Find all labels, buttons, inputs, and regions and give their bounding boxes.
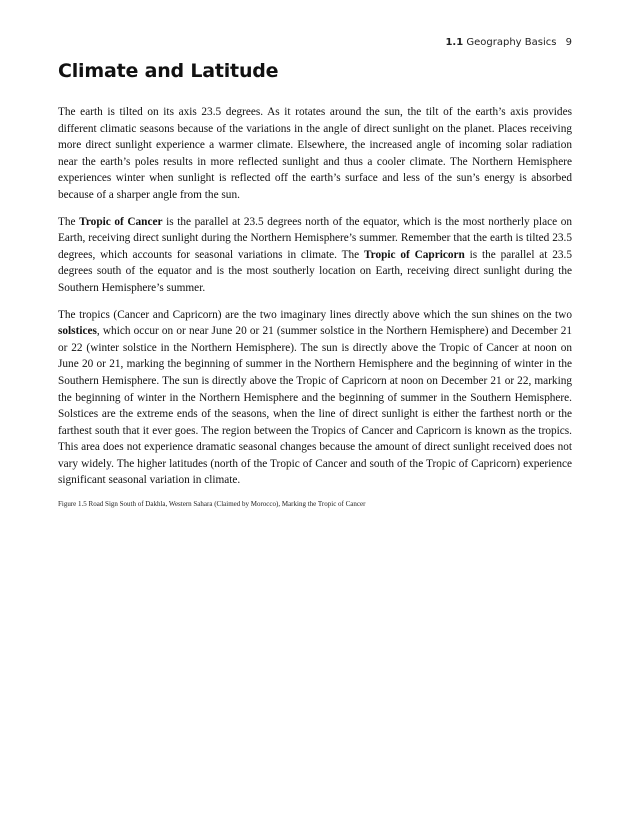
section-number: 1.1 — [445, 37, 464, 48]
page-title: Climate and Latitude — [58, 60, 279, 82]
running-header — [445, 37, 572, 48]
paragraph-3 — [58, 307, 572, 490]
paragraph-3-text: The tropics (Cancer and Capricorn) are the two imaginary lines directly above which the sun shines on the two — [58, 308, 572, 321]
body-text — [58, 104, 572, 509]
paragraph-2-text: The — [58, 215, 80, 228]
paragraph-2-text: is the parallel at 23.5 degrees north of the equator, which is the most northerly place on Earth, receiving direct sunlight during the Northern Hemisphere’s summer. Remember that the earth is tilted 23.5 degrees, which accounts for seasonal variations in climate. The — [58, 215, 573, 261]
paragraph-2-text: is the parallel at 23.5 degrees south of the equator and is the most southerly location on Earth, receiving direct sunlight during the Southern Hemisphere’s summer. — [58, 248, 573, 294]
term-tropic-of-capricorn: Tropic of Capricorn — [363, 248, 465, 261]
paragraph-2 — [58, 214, 572, 297]
figure-caption: Figure 1.5 Road Sign South of Dakhla, Western Sahara (Claimed by Morocco), Marking the Tropic of Cancer — [58, 500, 366, 509]
paragraph-3-text: , which occur on or near June 20 or 21 (summer solstice in the Northern Hemisphere) and December 21 or 22 (winter solstice in the Northern Hemisphere). The sun is directly above the Tropic of Cancer at noon on June 20 or 21, marking the beginning of summer in the Northern Hemisphere and the beginning of winter in the Southern Hemisphere. The sun is directly above the Tropic of Capricorn at noon on December 21 or 22, marking the beginning of winter in the Northern Hemisphere and the beginning of summer in the Southern Hemisphere. Solstices are the extreme ends of the seasons, when the line of direct sunlight is either the farthest north or the farthest south that it ever goes. The region between the Tropics of Cancer and Capricorn is known as the tropics. This area does not experience dramatic seasonal changes because the amount of direct sunlight received does not vary widely. The higher latitudes (north of the Tropic of Cancer and south of the Tropic of Capricorn) experience significant seasonal variation in climate. — [58, 325, 572, 487]
term-solstices: solstices — [58, 325, 97, 338]
paragraph-1: The earth is tilted on its axis 23.5 degrees. As it rotates around the sun, the tilt of the earth’s axis provides different climatic seasons because of the variations in the angle of direct sunlight on the planet. Places receiving more direct sunlight experience a warmer climate. Elsewhere, the increased angle of incoming solar radiation near the earth’s poles results in more reflected sunlight and thus a cooler climate. The Northern Hemisphere experiences winter when sunlight is reflected off the earth’s surface and less of the sun’s energy is absorbed because of a sharper angle from the sun. — [58, 106, 572, 201]
term-tropic-of-cancer: Tropic of Cancer — [79, 215, 163, 228]
page-number: 9 — [565, 37, 572, 48]
section-title: Geography Basics — [466, 37, 557, 48]
